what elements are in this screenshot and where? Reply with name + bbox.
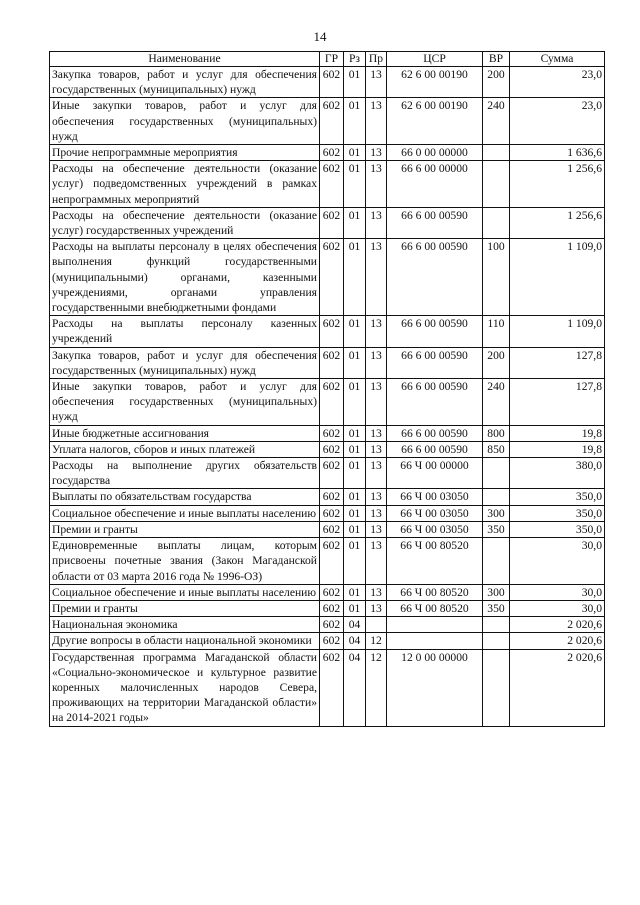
row-csr: 66 6 00 00590: [387, 425, 483, 441]
row-gr: 602: [320, 617, 344, 633]
row-name: Другие вопросы в области национальной экономики: [50, 633, 320, 649]
row-rz: 01: [344, 441, 366, 457]
budget-table: [49, 51, 605, 727]
row-vr: [483, 458, 510, 489]
row-csr: 66 6 00 00590: [387, 316, 483, 347]
row-name: Уплата налогов, сборов и иных платежей: [50, 441, 320, 457]
row-rz: 01: [344, 98, 366, 145]
row-rz: 01: [344, 425, 366, 441]
row-gr: 602: [320, 316, 344, 347]
row-rz: 01: [344, 207, 366, 238]
row-pr: 13: [366, 584, 387, 600]
row-csr: 66 Ч 00 03050: [387, 489, 483, 505]
table-row: [50, 316, 605, 347]
row-name: Закупка товаров, работ и услуг для обеспечения государственных (муниципальных) нужд: [50, 67, 320, 98]
row-gr: 602: [320, 347, 344, 378]
row-gr: 602: [320, 207, 344, 238]
row-csr: [387, 633, 483, 649]
row-sum: 127,8: [510, 379, 605, 426]
row-csr: 66 6 00 00590: [387, 441, 483, 457]
row-rz: 01: [344, 347, 366, 378]
row-pr: 13: [366, 379, 387, 426]
row-pr: 13: [366, 425, 387, 441]
row-rz: 01: [344, 489, 366, 505]
row-gr: 602: [320, 649, 344, 726]
table-row: [50, 458, 605, 489]
row-name: Расходы на обеспечение деятельности (оказание услуг) подведомственных учреждений в рамках непрограммных мероприятий: [50, 161, 320, 208]
table-row: [50, 441, 605, 457]
row-sum: 1 109,0: [510, 316, 605, 347]
table-row: [50, 521, 605, 537]
row-rz: 01: [344, 505, 366, 521]
row-vr: 110: [483, 316, 510, 347]
row-vr: [483, 649, 510, 726]
row-pr: 13: [366, 505, 387, 521]
row-name: Иные закупки товаров, работ и услуг для обеспечения государственных (муниципальных) нужд: [50, 379, 320, 426]
row-sum: 127,8: [510, 347, 605, 378]
row-sum: 2 020,6: [510, 649, 605, 726]
row-rz: 01: [344, 316, 366, 347]
row-pr: 13: [366, 521, 387, 537]
table-row: [50, 379, 605, 426]
row-gr: 602: [320, 379, 344, 426]
row-name: Премии и гранты: [50, 600, 320, 616]
row-pr: [366, 617, 387, 633]
table-row: [50, 347, 605, 378]
row-vr: 850: [483, 441, 510, 457]
table-row: [50, 67, 605, 98]
row-rz: 01: [344, 161, 366, 208]
row-gr: 602: [320, 458, 344, 489]
row-sum: 2 020,6: [510, 617, 605, 633]
row-sum: 30,0: [510, 600, 605, 616]
row-sum: 1 109,0: [510, 239, 605, 316]
table-row: [50, 98, 605, 145]
row-name: Расходы на выплаты персоналу в целях обеспечения выполнения функций государственными (муниципальными) органами, казенными учреждениями, органами управления государственными внебюджетными фондами: [50, 239, 320, 316]
row-rz: 01: [344, 584, 366, 600]
table-row: [50, 145, 605, 161]
table-row: [50, 617, 605, 633]
row-name: Единовременные выплаты лицам, которым присвоены почетные звания (Закон Магаданской области от 03 марта 2016 года № 1996-ОЗ): [50, 538, 320, 585]
row-vr: 240: [483, 98, 510, 145]
row-rz: 01: [344, 458, 366, 489]
row-csr: 66 Ч 00 00000: [387, 458, 483, 489]
row-sum: 1 256,6: [510, 207, 605, 238]
row-gr: 602: [320, 441, 344, 457]
table-row: [50, 505, 605, 521]
row-rz: 01: [344, 379, 366, 426]
row-csr: 66 6 00 00590: [387, 347, 483, 378]
header-name: Наименование: [50, 52, 320, 67]
row-rz: 01: [344, 145, 366, 161]
row-vr: [483, 145, 510, 161]
row-sum: 350,0: [510, 521, 605, 537]
row-pr: 13: [366, 161, 387, 208]
header-rz: Рз: [344, 52, 366, 67]
row-sum: 350,0: [510, 505, 605, 521]
row-name: Расходы на выплаты персоналу казенных учреждений: [50, 316, 320, 347]
row-csr: 66 6 00 00590: [387, 207, 483, 238]
row-csr: 66 Ч 00 80520: [387, 584, 483, 600]
table-row: [50, 633, 605, 649]
row-vr: [483, 207, 510, 238]
row-rz: 01: [344, 521, 366, 537]
row-sum: 1 256,6: [510, 161, 605, 208]
row-csr: 66 Ч 00 03050: [387, 521, 483, 537]
row-sum: 1 636,6: [510, 145, 605, 161]
row-sum: 380,0: [510, 458, 605, 489]
row-name: Прочие непрограммные мероприятия: [50, 145, 320, 161]
row-gr: 602: [320, 505, 344, 521]
row-csr: 66 6 00 00590: [387, 239, 483, 316]
row-gr: 602: [320, 239, 344, 316]
row-pr: 13: [366, 600, 387, 616]
row-rz: 01: [344, 67, 366, 98]
row-name: Социальное обеспечение и иные выплаты населению: [50, 584, 320, 600]
row-csr: 66 0 00 00000: [387, 145, 483, 161]
row-pr: 13: [366, 441, 387, 457]
row-vr: [483, 161, 510, 208]
row-name: Государственная программа Магаданской области «Социально-экономическое и культурное развитие коренных малочисленных народов Севера, проживающих на территории Магаданской области» на 2014-2021 годы»: [50, 649, 320, 726]
page-number: 14: [313, 29, 327, 44]
row-vr: 240: [483, 379, 510, 426]
table-row: [50, 538, 605, 585]
row-vr: 350: [483, 521, 510, 537]
table-row: [50, 161, 605, 208]
row-gr: 602: [320, 489, 344, 505]
row-sum: 30,0: [510, 538, 605, 585]
header-pr: Пр: [366, 52, 387, 67]
table-row: [50, 239, 605, 316]
header-sum: Сумма: [510, 52, 605, 67]
row-pr: 13: [366, 98, 387, 145]
row-pr: 13: [366, 67, 387, 98]
table-row: [50, 489, 605, 505]
row-csr: 12 0 00 00000: [387, 649, 483, 726]
row-pr: 13: [366, 145, 387, 161]
row-sum: 23,0: [510, 67, 605, 98]
row-gr: 602: [320, 145, 344, 161]
row-gr: 602: [320, 584, 344, 600]
row-vr: 800: [483, 425, 510, 441]
row-gr: 602: [320, 98, 344, 145]
row-pr: 13: [366, 489, 387, 505]
row-csr: 66 6 00 00000: [387, 161, 483, 208]
row-sum: 350,0: [510, 489, 605, 505]
row-pr: 13: [366, 538, 387, 585]
row-vr: 200: [483, 347, 510, 378]
row-gr: 602: [320, 633, 344, 649]
row-rz: 04: [344, 633, 366, 649]
row-gr: 602: [320, 538, 344, 585]
row-sum: 19,8: [510, 441, 605, 457]
table-row: [50, 207, 605, 238]
row-csr: 66 Ч 00 80520: [387, 600, 483, 616]
row-rz: 01: [344, 600, 366, 616]
row-vr: 350: [483, 600, 510, 616]
row-name: Иные закупки товаров, работ и услуг для обеспечения государственных (муниципальных) нужд: [50, 98, 320, 145]
row-name: Социальное обеспечение и иные выплаты населению: [50, 505, 320, 521]
row-vr: [483, 489, 510, 505]
row-csr: 62 6 00 00190: [387, 67, 483, 98]
row-sum: 30,0: [510, 584, 605, 600]
row-gr: 602: [320, 600, 344, 616]
row-csr: 66 Ч 00 03050: [387, 505, 483, 521]
row-name: Премии и гранты: [50, 521, 320, 537]
row-name: Расходы на выполнение других обязательств государства: [50, 458, 320, 489]
row-vr: [483, 617, 510, 633]
header-gr: ГР: [320, 52, 344, 67]
row-name: Иные бюджетные ассигнования: [50, 425, 320, 441]
row-pr: 12: [366, 633, 387, 649]
row-rz: 04: [344, 649, 366, 726]
row-vr: [483, 538, 510, 585]
row-gr: 602: [320, 425, 344, 441]
header-csr: ЦСР: [387, 52, 483, 67]
header-vr: ВР: [483, 52, 510, 67]
row-sum: 23,0: [510, 98, 605, 145]
row-vr: 300: [483, 584, 510, 600]
row-gr: 602: [320, 161, 344, 208]
row-gr: 602: [320, 521, 344, 537]
row-rz: 01: [344, 538, 366, 585]
row-name: Закупка товаров, работ и услуг для обеспечения государственных (муниципальных) нужд: [50, 347, 320, 378]
row-csr: 66 Ч 00 80520: [387, 538, 483, 585]
row-csr: 66 6 00 00590: [387, 379, 483, 426]
row-sum: 19,8: [510, 425, 605, 441]
row-name: Выплаты по обязательствам государства: [50, 489, 320, 505]
row-pr: 13: [366, 458, 387, 489]
row-pr: 13: [366, 207, 387, 238]
row-pr: 13: [366, 239, 387, 316]
row-csr: [387, 617, 483, 633]
row-vr: 200: [483, 67, 510, 98]
table-row: [50, 600, 605, 616]
table-row: [50, 425, 605, 441]
row-name: Расходы на обеспечение деятельности (оказание услуг) государственных учреждений: [50, 207, 320, 238]
table-row: [50, 649, 605, 726]
row-sum: 2 020,6: [510, 633, 605, 649]
row-vr: 100: [483, 239, 510, 316]
row-vr: [483, 633, 510, 649]
table-row: [50, 584, 605, 600]
row-pr: 13: [366, 316, 387, 347]
row-pr: 13: [366, 347, 387, 378]
row-gr: 602: [320, 67, 344, 98]
row-name: Национальная экономика: [50, 617, 320, 633]
row-vr: 300: [483, 505, 510, 521]
row-csr: 62 6 00 00190: [387, 98, 483, 145]
row-pr: 12: [366, 649, 387, 726]
table-header-row: [50, 52, 605, 67]
row-rz: 04: [344, 617, 366, 633]
row-rz: 01: [344, 239, 366, 316]
